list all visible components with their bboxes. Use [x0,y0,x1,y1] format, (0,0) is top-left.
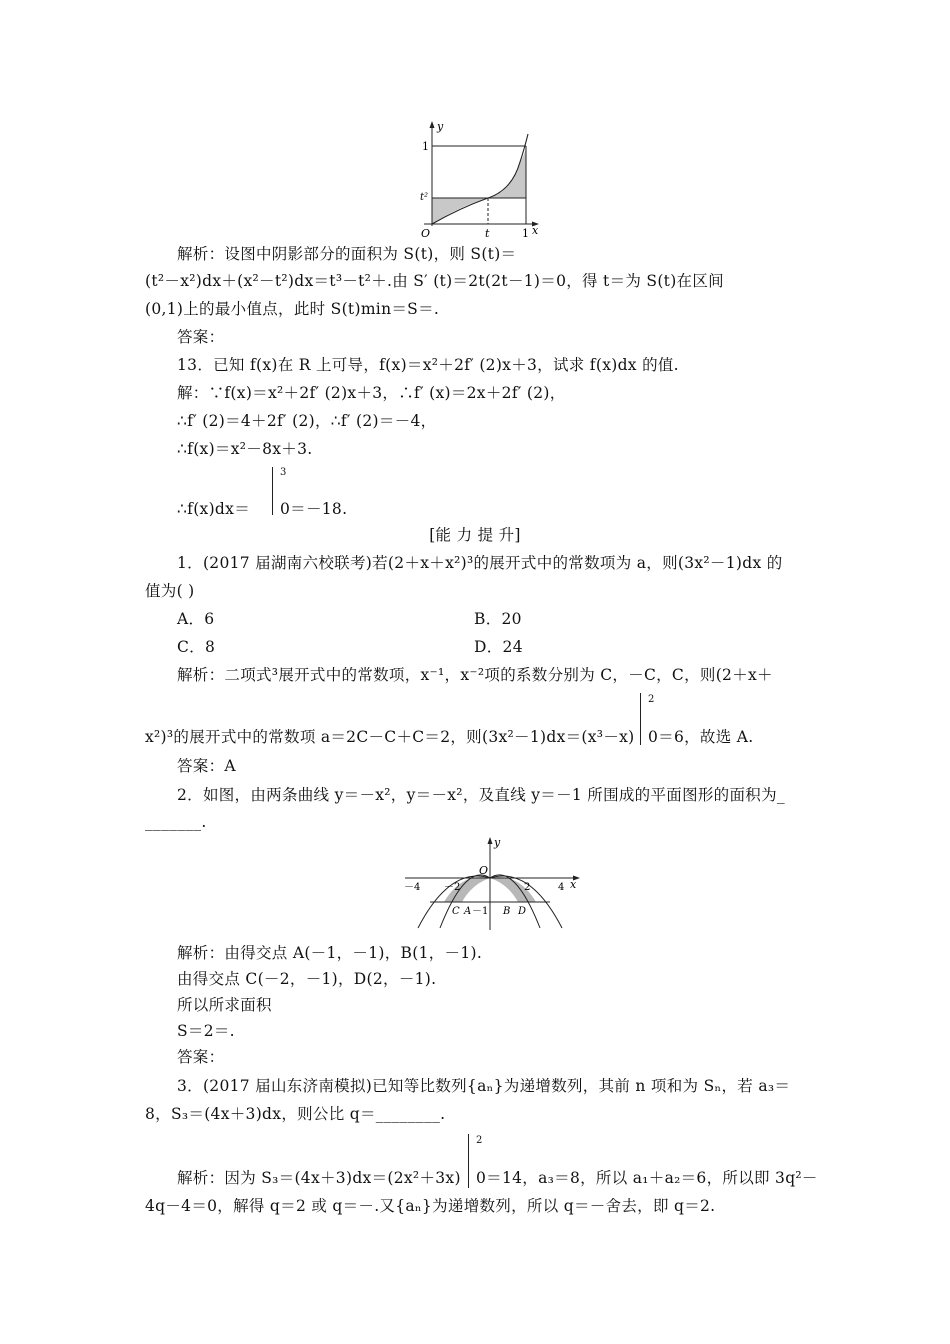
solution-2-line-3: 所以所求面积 [177,996,272,1014]
solution-2-line-4: S＝2＝. [177,1022,235,1040]
tick-2: 2 [524,882,531,893]
tick-neg2: －2 [444,882,461,893]
upper-limit-3: 2 [476,1135,483,1146]
solution-13-line-1: 解：∵f(x)＝x²＋2f′ (2)x＋3，∴f′ (x)＝2x＋2f′ (2)， [177,384,566,402]
label-D: D [518,906,527,917]
solution-3-line-1: 解析：因为 S₃＝(4x＋3)dx＝(2x²＋3x) [177,1169,461,1187]
label-C: C [452,906,460,917]
label-y-2: y [494,836,501,849]
label-B: B [503,906,511,917]
solution-2-line-1: 解析：由得交点 A(－1，－1)，B(1，－1). [177,944,483,962]
y-axis-arrow-2 [488,837,493,844]
shaded-region-left [432,198,488,224]
solution-line-1: 解析：设图中阴影部分的面积为 S(t)，则 S(t)＝ [177,245,517,263]
label-y: y [437,120,444,133]
eval-bar-3 [468,1134,469,1188]
solution-13-result: 0＝－18. [280,500,348,518]
option-a: A．6 [177,610,215,628]
label-A: A [464,906,472,917]
label-1-y: 1 [422,140,429,153]
solution-13-line-3: ∴f(x)＝x²－8x＋3. [177,440,313,458]
solution-3-line-2: 4q－4＝0，解得 q＝2 或 q＝－.又{aₙ}为递增数列，所以 q＝－舍去，即 q＝2. [145,1197,716,1215]
shaded-region-right [488,148,526,198]
solution-3-line-1b: 0＝14，a₃＝8，所以 a₁＋a₂＝6，所以即 3q²－ [476,1169,818,1187]
parabola-figure-2 [400,832,590,932]
tick-neg4: －4 [404,882,421,893]
solution-1-line-2: x²)³的展开式中的常数项 a＝2C－C＋C＝2，则(3x²－1)dx＝(x³－x) [145,728,635,746]
question-3-line-2: 8，S₃＝(4x＋3)dx，则公比 q＝________. [145,1105,446,1123]
option-d: D．24 [474,638,523,656]
answer-2: 答案： [177,1048,225,1066]
option-c: C．8 [177,638,216,656]
answer-label: 答案： [177,328,225,346]
y-axis-arrow [430,121,435,128]
label-x: x [532,224,539,237]
tick-4: 4 [558,882,565,893]
area-figure-1 [420,118,540,243]
label-t: t [485,227,490,240]
section-heading: [能 力 提 升] [429,526,521,544]
eval-bar-1 [640,693,641,745]
label-t2: t² [420,192,429,203]
option-b: B．20 [474,610,522,628]
eval-bar-13 [272,467,273,515]
label-origin: O [421,227,431,240]
question-13: 13．已知 f(x)在 R 上可导，f(x)＝x²＋2f′ (2)x＋3，试求 f(x)dx 的值. [177,356,679,374]
upper-limit-13: 3 [280,467,287,478]
solution-13-line-2: ∴f′ (2)＝4＋2f′ (2)，∴f′ (2)＝－4， [177,412,437,430]
solution-13-line-4: ∴f(x)dx＝ [177,500,250,518]
label-x-2: x [570,878,577,891]
question-3-line-1: 3．(2017 届山东济南模拟)已知等比数列{aₙ}为递增数列，其前 n 项和为 Sₙ，若 a₃＝ [177,1077,791,1095]
answer-1: 答案：A [177,757,236,775]
solution-line-3: (0,1)上的最小值点，此时 S(t)min＝S＝. [145,300,440,318]
label-neg1: －1 [472,906,489,917]
solution-line-2: (t²－x²)dx＋(x²－t²)dx＝t³－t²＋.由 S′ (t)＝2t(2t－1)＝0，得 t＝为 S(t)在区间 [145,272,724,290]
question-2-line-1: 2．如图，由两条曲线 y＝－x²，y＝－x²，及直线 y＝－1 所围成的平面图形的面积为_ [177,786,785,804]
question-1-line-2: 值为( ) [145,582,195,600]
solution-1-line-2b: 0＝6，故选 A. [648,728,754,746]
solution-1-line-1: 解析：二项式³展开式中的常数项，x⁻¹，x⁻²项的系数分别为 C，－C，C，则(2＋x＋ [177,666,773,684]
upper-limit-1: 2 [648,694,655,705]
solution-2-line-2: 由得交点 C(－2，－1)，D(2，－1). [177,970,437,988]
label-1-x: 1 [522,227,529,240]
question-1-line-1: 1．(2017 届湖南六校联考)若(2＋x＋x²)³的展开式中的常数项为 a，则(3x²－1)dx 的 [177,554,783,572]
label-origin-2: O [479,864,489,877]
question-2-line-2: _______. [145,813,207,831]
